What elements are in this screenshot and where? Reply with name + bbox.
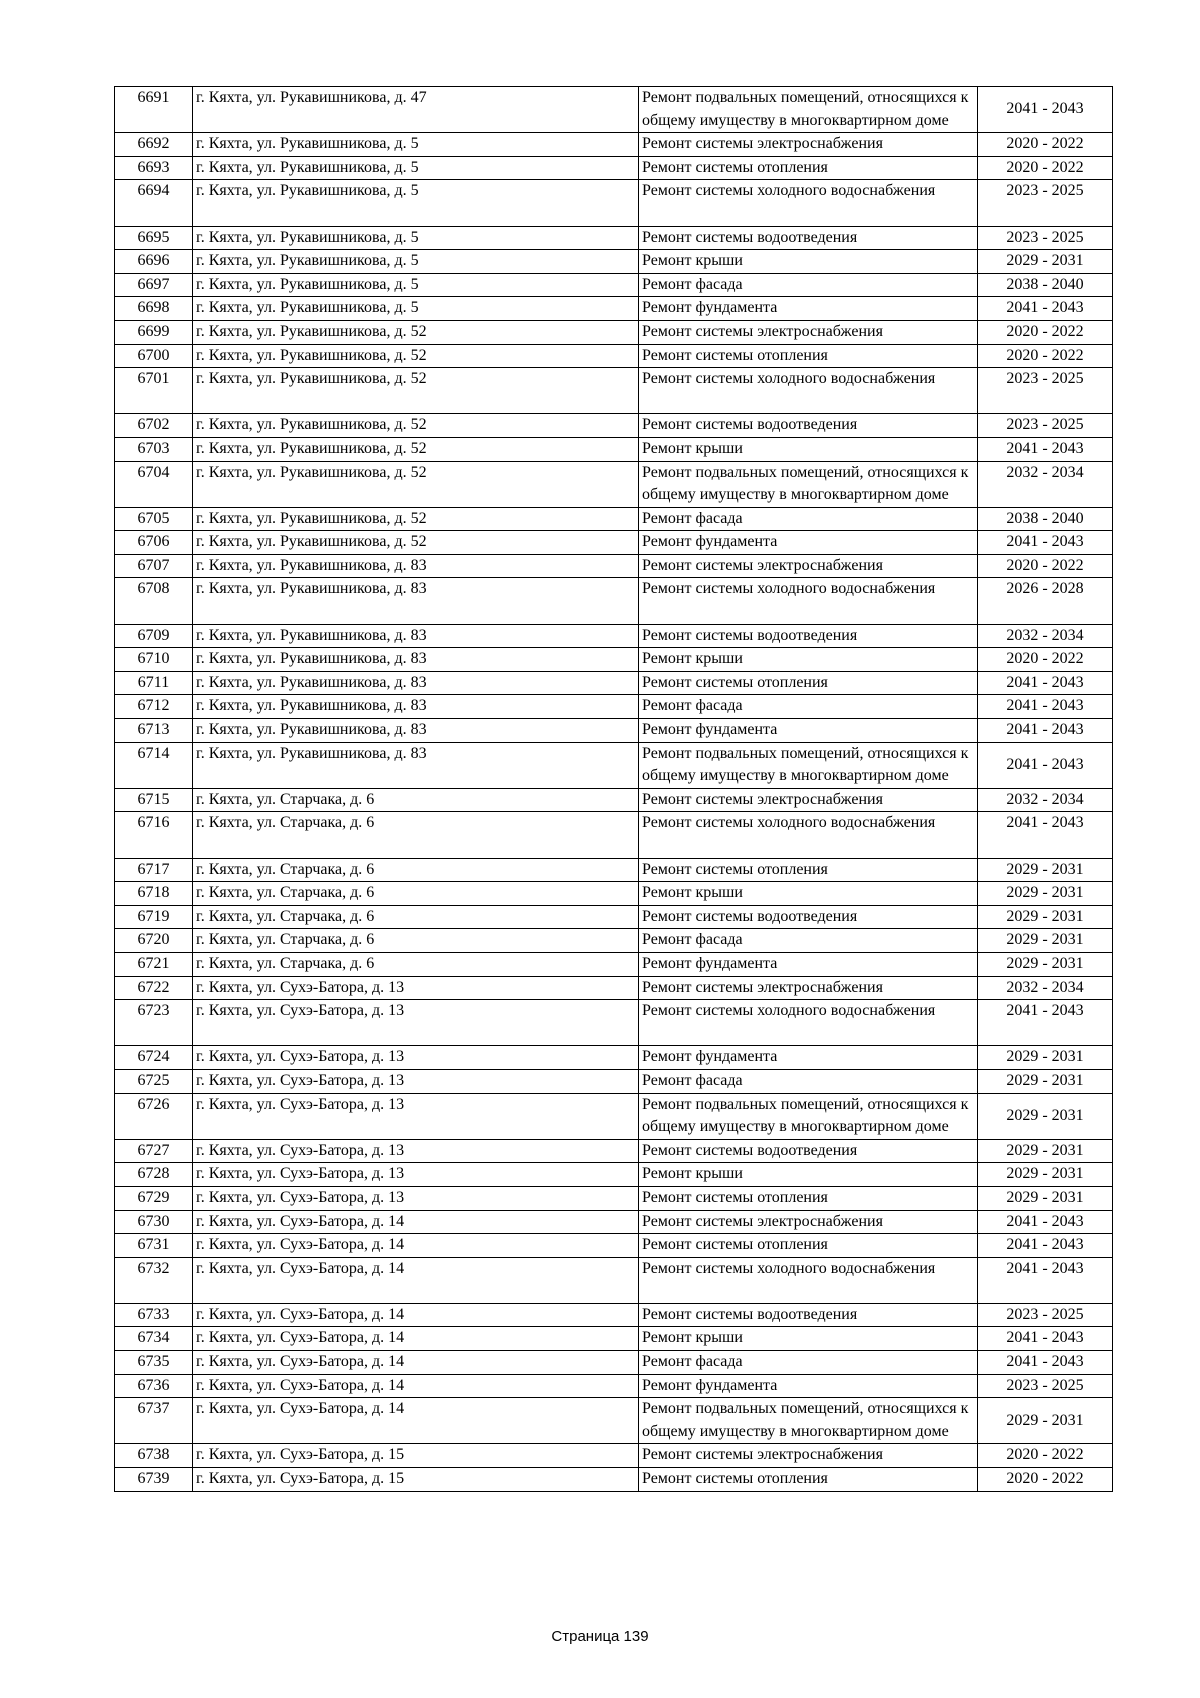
table-row <box>115 507 1113 531</box>
address-cell: г. Кяхта, ул. Сухэ-Батора, д. 14 <box>193 1257 639 1303</box>
row-number-cell: 6735 <box>115 1351 193 1375</box>
work-type-cell: Ремонт подвальных помещений, относящихся к общему имуществу в многоквартирном доме <box>639 461 978 507</box>
period-cell: 2029 - 2031 <box>978 858 1113 882</box>
address-cell: г. Кяхта, ул. Рукавишникова, д. 47 <box>193 87 639 133</box>
period-cell: 2041 - 2043 <box>978 87 1113 133</box>
table-row <box>115 648 1113 672</box>
table-row <box>115 133 1113 157</box>
row-number-cell: 6704 <box>115 461 193 507</box>
row-number-cell: 6726 <box>115 1093 193 1139</box>
period-cell: 2029 - 2031 <box>978 1069 1113 1093</box>
period-cell: 2041 - 2043 <box>978 297 1113 321</box>
work-type-cell: Ремонт системы электроснабжения <box>639 1444 978 1468</box>
work-type-cell: Ремонт системы электроснабжения <box>639 788 978 812</box>
address-cell: г. Кяхта, ул. Рукавишникова, д. 5 <box>193 297 639 321</box>
address-cell: г. Кяхта, ул. Старчака, д. 6 <box>193 905 639 929</box>
table-row <box>115 1046 1113 1070</box>
table-row <box>115 1139 1113 1163</box>
address-cell: г. Кяхта, ул. Сухэ-Батора, д. 13 <box>193 1069 639 1093</box>
work-type-cell: Ремонт системы отопления <box>639 1186 978 1210</box>
work-type-cell: Ремонт фасада <box>639 273 978 297</box>
row-number-cell: 6737 <box>115 1398 193 1444</box>
row-number-cell: 6723 <box>115 1000 193 1046</box>
address-cell: г. Кяхта, ул. Рукавишникова, д. 83 <box>193 578 639 624</box>
address-cell: г. Кяхта, ул. Старчака, д. 6 <box>193 882 639 906</box>
address-cell: г. Кяхта, ул. Сухэ-Батора, д. 13 <box>193 1000 639 1046</box>
work-type-cell: Ремонт фасада <box>639 1351 978 1375</box>
table-row <box>115 788 1113 812</box>
period-cell: 2020 - 2022 <box>978 1444 1113 1468</box>
work-type-cell: Ремонт системы водоотведения <box>639 414 978 438</box>
work-type-cell: Ремонт системы холодного водоснабжения <box>639 578 978 624</box>
work-type-cell: Ремонт системы электроснабжения <box>639 320 978 344</box>
table-row <box>115 368 1113 414</box>
row-number-cell: 6718 <box>115 882 193 906</box>
address-cell: г. Кяхта, ул. Сухэ-Батора, д. 14 <box>193 1374 639 1398</box>
row-number-cell: 6698 <box>115 297 193 321</box>
period-cell: 2041 - 2043 <box>978 531 1113 555</box>
period-cell: 2041 - 2043 <box>978 1000 1113 1046</box>
row-number-cell: 6702 <box>115 414 193 438</box>
row-number-cell: 6712 <box>115 695 193 719</box>
address-cell: г. Кяхта, ул. Старчака, д. 6 <box>193 788 639 812</box>
period-cell: 2020 - 2022 <box>978 133 1113 157</box>
table-row <box>115 858 1113 882</box>
address-cell: г. Кяхта, ул. Старчака, д. 6 <box>193 952 639 976</box>
table-row <box>115 1398 1113 1444</box>
address-cell: г. Кяхта, ул. Рукавишникова, д. 52 <box>193 414 639 438</box>
work-type-cell: Ремонт системы холодного водоснабжения <box>639 812 978 858</box>
row-number-cell: 6734 <box>115 1327 193 1351</box>
period-cell: 2029 - 2031 <box>978 929 1113 953</box>
table-row <box>115 1000 1113 1046</box>
period-cell: 2023 - 2025 <box>978 368 1113 414</box>
work-type-cell: Ремонт системы водоотведения <box>639 1303 978 1327</box>
row-number-cell: 6697 <box>115 273 193 297</box>
row-number-cell: 6722 <box>115 976 193 1000</box>
period-cell: 2038 - 2040 <box>978 273 1113 297</box>
work-type-cell: Ремонт фундамента <box>639 531 978 555</box>
period-cell: 2020 - 2022 <box>978 320 1113 344</box>
row-number-cell: 6715 <box>115 788 193 812</box>
period-cell: 2020 - 2022 <box>978 648 1113 672</box>
period-cell: 2029 - 2031 <box>978 905 1113 929</box>
page-number: Страница 139 <box>551 1628 649 1645</box>
work-type-cell: Ремонт подвальных помещений, относящихся к общему имуществу в многоквартирном доме <box>639 742 978 788</box>
address-cell: г. Кяхта, ул. Рукавишникова, д. 52 <box>193 320 639 344</box>
table-row <box>115 461 1113 507</box>
address-cell: г. Кяхта, ул. Сухэ-Батора, д. 13 <box>193 976 639 1000</box>
table-row <box>115 1069 1113 1093</box>
work-type-cell: Ремонт крыши <box>639 1327 978 1351</box>
row-number-cell: 6705 <box>115 507 193 531</box>
table-row <box>115 952 1113 976</box>
row-number-cell: 6711 <box>115 671 193 695</box>
address-cell: г. Кяхта, ул. Рукавишникова, д. 5 <box>193 180 639 226</box>
period-cell: 2032 - 2034 <box>978 624 1113 648</box>
table-row <box>115 1327 1113 1351</box>
table-row <box>115 742 1113 788</box>
address-cell: г. Кяхта, ул. Сухэ-Батора, д. 15 <box>193 1468 639 1492</box>
row-number-cell: 6714 <box>115 742 193 788</box>
work-type-cell: Ремонт крыши <box>639 882 978 906</box>
work-type-cell: Ремонт системы водоотведения <box>639 624 978 648</box>
address-cell: г. Кяхта, ул. Сухэ-Батора, д. 15 <box>193 1444 639 1468</box>
work-type-cell: Ремонт фундамента <box>639 297 978 321</box>
table-row <box>115 226 1113 250</box>
row-number-cell: 6707 <box>115 554 193 578</box>
row-number-cell: 6701 <box>115 368 193 414</box>
table-row <box>115 671 1113 695</box>
period-cell: 2032 - 2034 <box>978 461 1113 507</box>
work-type-cell: Ремонт фундамента <box>639 719 978 743</box>
address-cell: г. Кяхта, ул. Рукавишникова, д. 83 <box>193 554 639 578</box>
work-type-cell: Ремонт фундамента <box>639 952 978 976</box>
period-cell: 2023 - 2025 <box>978 1303 1113 1327</box>
address-cell: г. Кяхта, ул. Рукавишникова, д. 52 <box>193 344 639 368</box>
work-type-cell: Ремонт крыши <box>639 437 978 461</box>
period-cell: 2041 - 2043 <box>978 1257 1113 1303</box>
work-type-cell: Ремонт системы водоотведения <box>639 1139 978 1163</box>
work-type-cell: Ремонт фасада <box>639 507 978 531</box>
row-number-cell: 6739 <box>115 1468 193 1492</box>
row-number-cell: 6720 <box>115 929 193 953</box>
period-cell: 2020 - 2022 <box>978 1468 1113 1492</box>
address-cell: г. Кяхта, ул. Рукавишникова, д. 83 <box>193 671 639 695</box>
table-row <box>115 1210 1113 1234</box>
table-row <box>115 1186 1113 1210</box>
table-row <box>115 414 1113 438</box>
address-cell: г. Кяхта, ул. Сухэ-Батора, д. 14 <box>193 1398 639 1444</box>
address-cell: г. Кяхта, ул. Рукавишникова, д. 52 <box>193 437 639 461</box>
row-number-cell: 6710 <box>115 648 193 672</box>
work-type-cell: Ремонт фундамента <box>639 1046 978 1070</box>
address-cell: г. Кяхта, ул. Рукавишникова, д. 5 <box>193 250 639 274</box>
repair-schedule-table <box>114 86 1113 1492</box>
table-row <box>115 578 1113 624</box>
table-row <box>115 1093 1113 1139</box>
table-row <box>115 624 1113 648</box>
period-cell: 2029 - 2031 <box>978 952 1113 976</box>
table-row <box>115 320 1113 344</box>
period-cell: 2029 - 2031 <box>978 250 1113 274</box>
work-type-cell: Ремонт системы холодного водоснабжения <box>639 1000 978 1046</box>
work-type-cell: Ремонт системы отопления <box>639 671 978 695</box>
period-cell: 2029 - 2031 <box>978 1186 1113 1210</box>
row-number-cell: 6736 <box>115 1374 193 1398</box>
table-row <box>115 1374 1113 1398</box>
period-cell: 2041 - 2043 <box>978 1210 1113 1234</box>
work-type-cell: Ремонт фасада <box>639 1069 978 1093</box>
row-number-cell: 6696 <box>115 250 193 274</box>
table-body <box>115 87 1113 1492</box>
period-cell: 2032 - 2034 <box>978 788 1113 812</box>
period-cell: 2020 - 2022 <box>978 554 1113 578</box>
address-cell: г. Кяхта, ул. Старчака, д. 6 <box>193 929 639 953</box>
period-cell: 2023 - 2025 <box>978 226 1113 250</box>
work-type-cell: Ремонт системы отопления <box>639 858 978 882</box>
address-cell: г. Кяхта, ул. Рукавишникова, д. 5 <box>193 156 639 180</box>
table-row <box>115 250 1113 274</box>
row-number-cell: 6703 <box>115 437 193 461</box>
row-number-cell: 6731 <box>115 1234 193 1258</box>
row-number-cell: 6719 <box>115 905 193 929</box>
period-cell: 2041 - 2043 <box>978 1351 1113 1375</box>
address-cell: г. Кяхта, ул. Старчака, д. 6 <box>193 858 639 882</box>
row-number-cell: 6725 <box>115 1069 193 1093</box>
address-cell: г. Кяхта, ул. Сухэ-Батора, д. 14 <box>193 1234 639 1258</box>
address-cell: г. Кяхта, ул. Сухэ-Батора, д. 14 <box>193 1303 639 1327</box>
table-row <box>115 344 1113 368</box>
table-row <box>115 1444 1113 1468</box>
table-row <box>115 1234 1113 1258</box>
work-type-cell: Ремонт системы отопления <box>639 1468 978 1492</box>
address-cell: г. Кяхта, ул. Сухэ-Батора, д. 13 <box>193 1163 639 1187</box>
address-cell: г. Кяхта, ул. Сухэ-Батора, д. 13 <box>193 1186 639 1210</box>
period-cell: 2041 - 2043 <box>978 695 1113 719</box>
work-type-cell: Ремонт подвальных помещений, относящихся к общему имуществу в многоквартирном доме <box>639 1093 978 1139</box>
work-type-cell: Ремонт системы отопления <box>639 156 978 180</box>
period-cell: 2041 - 2043 <box>978 437 1113 461</box>
table-row <box>115 1257 1113 1303</box>
work-type-cell: Ремонт фундамента <box>639 1374 978 1398</box>
address-cell: г. Кяхта, ул. Рукавишникова, д. 52 <box>193 507 639 531</box>
row-number-cell: 6708 <box>115 578 193 624</box>
work-type-cell: Ремонт системы электроснабжения <box>639 976 978 1000</box>
address-cell: г. Кяхта, ул. Рукавишникова, д. 83 <box>193 624 639 648</box>
work-type-cell: Ремонт системы холодного водоснабжения <box>639 180 978 226</box>
address-cell: г. Кяхта, ул. Сухэ-Батора, д. 14 <box>193 1210 639 1234</box>
address-cell: г. Кяхта, ул. Рукавишникова, д. 52 <box>193 368 639 414</box>
row-number-cell: 6713 <box>115 719 193 743</box>
address-cell: г. Кяхта, ул. Старчака, д. 6 <box>193 812 639 858</box>
work-type-cell: Ремонт крыши <box>639 1163 978 1187</box>
table-row <box>115 882 1113 906</box>
address-cell: г. Кяхта, ул. Рукавишникова, д. 5 <box>193 273 639 297</box>
work-type-cell: Ремонт крыши <box>639 648 978 672</box>
address-cell: г. Кяхта, ул. Рукавишникова, д. 5 <box>193 133 639 157</box>
period-cell: 2029 - 2031 <box>978 1046 1113 1070</box>
work-type-cell: Ремонт подвальных помещений, относящихся к общему имуществу в многоквартирном доме <box>639 1398 978 1444</box>
table-row <box>115 437 1113 461</box>
work-type-cell: Ремонт системы водоотведения <box>639 226 978 250</box>
table-row <box>115 1351 1113 1375</box>
work-type-cell: Ремонт системы электроснабжения <box>639 133 978 157</box>
row-number-cell: 6730 <box>115 1210 193 1234</box>
work-type-cell: Ремонт системы отопления <box>639 344 978 368</box>
row-number-cell: 6724 <box>115 1046 193 1070</box>
address-cell: г. Кяхта, ул. Сухэ-Батора, д. 14 <box>193 1351 639 1375</box>
period-cell: 2038 - 2040 <box>978 507 1113 531</box>
address-cell: г. Кяхта, ул. Сухэ-Батора, д. 13 <box>193 1139 639 1163</box>
row-number-cell: 6727 <box>115 1139 193 1163</box>
period-cell: 2032 - 2034 <box>978 976 1113 1000</box>
row-number-cell: 6693 <box>115 156 193 180</box>
work-type-cell: Ремонт фасада <box>639 929 978 953</box>
work-type-cell: Ремонт крыши <box>639 250 978 274</box>
period-cell: 2029 - 2031 <box>978 1398 1113 1444</box>
period-cell: 2041 - 2043 <box>978 812 1113 858</box>
work-type-cell: Ремонт системы водоотведения <box>639 905 978 929</box>
work-type-cell: Ремонт подвальных помещений, относящихся к общему имуществу в многоквартирном доме <box>639 87 978 133</box>
table-row <box>115 156 1113 180</box>
period-cell: 2029 - 2031 <box>978 1139 1113 1163</box>
table-row <box>115 1163 1113 1187</box>
table-row <box>115 1303 1113 1327</box>
address-cell: г. Кяхта, ул. Рукавишникова, д. 5 <box>193 226 639 250</box>
period-cell: 2041 - 2043 <box>978 1234 1113 1258</box>
row-number-cell: 6733 <box>115 1303 193 1327</box>
table-row <box>115 976 1113 1000</box>
period-cell: 2029 - 2031 <box>978 882 1113 906</box>
address-cell: г. Кяхта, ул. Рукавишникова, д. 83 <box>193 719 639 743</box>
work-type-cell: Ремонт системы холодного водоснабжения <box>639 1257 978 1303</box>
row-number-cell: 6695 <box>115 226 193 250</box>
period-cell: 2023 - 2025 <box>978 414 1113 438</box>
address-cell: г. Кяхта, ул. Рукавишникова, д. 83 <box>193 695 639 719</box>
address-cell: г. Кяхта, ул. Сухэ-Батора, д. 13 <box>193 1093 639 1139</box>
table-row <box>115 812 1113 858</box>
period-cell: 2041 - 2043 <box>978 719 1113 743</box>
period-cell: 2023 - 2025 <box>978 180 1113 226</box>
row-number-cell: 6706 <box>115 531 193 555</box>
address-cell: г. Кяхта, ул. Рукавишникова, д. 83 <box>193 742 639 788</box>
table-row <box>115 554 1113 578</box>
table-row <box>115 695 1113 719</box>
row-number-cell: 6728 <box>115 1163 193 1187</box>
work-type-cell: Ремонт системы холодного водоснабжения <box>639 368 978 414</box>
work-type-cell: Ремонт системы электроснабжения <box>639 1210 978 1234</box>
work-type-cell: Ремонт системы электроснабжения <box>639 554 978 578</box>
address-cell: г. Кяхта, ул. Рукавишникова, д. 52 <box>193 531 639 555</box>
period-cell: 2020 - 2022 <box>978 156 1113 180</box>
row-number-cell: 6709 <box>115 624 193 648</box>
period-cell: 2026 - 2028 <box>978 578 1113 624</box>
row-number-cell: 6732 <box>115 1257 193 1303</box>
row-number-cell: 6721 <box>115 952 193 976</box>
row-number-cell: 6699 <box>115 320 193 344</box>
table-row <box>115 719 1113 743</box>
row-number-cell: 6692 <box>115 133 193 157</box>
address-cell: г. Кяхта, ул. Рукавишникова, д. 52 <box>193 461 639 507</box>
table-row <box>115 929 1113 953</box>
table-row <box>115 905 1113 929</box>
table-row <box>115 273 1113 297</box>
table-row <box>115 87 1113 133</box>
address-cell: г. Кяхта, ул. Сухэ-Батора, д. 13 <box>193 1046 639 1070</box>
work-type-cell: Ремонт фасада <box>639 695 978 719</box>
table-row <box>115 297 1113 321</box>
table-row <box>115 531 1113 555</box>
row-number-cell: 6738 <box>115 1444 193 1468</box>
row-number-cell: 6691 <box>115 87 193 133</box>
period-cell: 2029 - 2031 <box>978 1093 1113 1139</box>
period-cell: 2023 - 2025 <box>978 1374 1113 1398</box>
row-number-cell: 6717 <box>115 858 193 882</box>
row-number-cell: 6694 <box>115 180 193 226</box>
work-type-cell: Ремонт системы отопления <box>639 1234 978 1258</box>
row-number-cell: 6729 <box>115 1186 193 1210</box>
address-cell: г. Кяхта, ул. Сухэ-Батора, д. 14 <box>193 1327 639 1351</box>
row-number-cell: 6716 <box>115 812 193 858</box>
period-cell: 2041 - 2043 <box>978 671 1113 695</box>
period-cell: 2041 - 2043 <box>978 742 1113 788</box>
period-cell: 2029 - 2031 <box>978 1163 1113 1187</box>
period-cell: 2041 - 2043 <box>978 1327 1113 1351</box>
table-row <box>115 1468 1113 1492</box>
address-cell: г. Кяхта, ул. Рукавишникова, д. 83 <box>193 648 639 672</box>
period-cell: 2020 - 2022 <box>978 344 1113 368</box>
table-row <box>115 180 1113 226</box>
row-number-cell: 6700 <box>115 344 193 368</box>
